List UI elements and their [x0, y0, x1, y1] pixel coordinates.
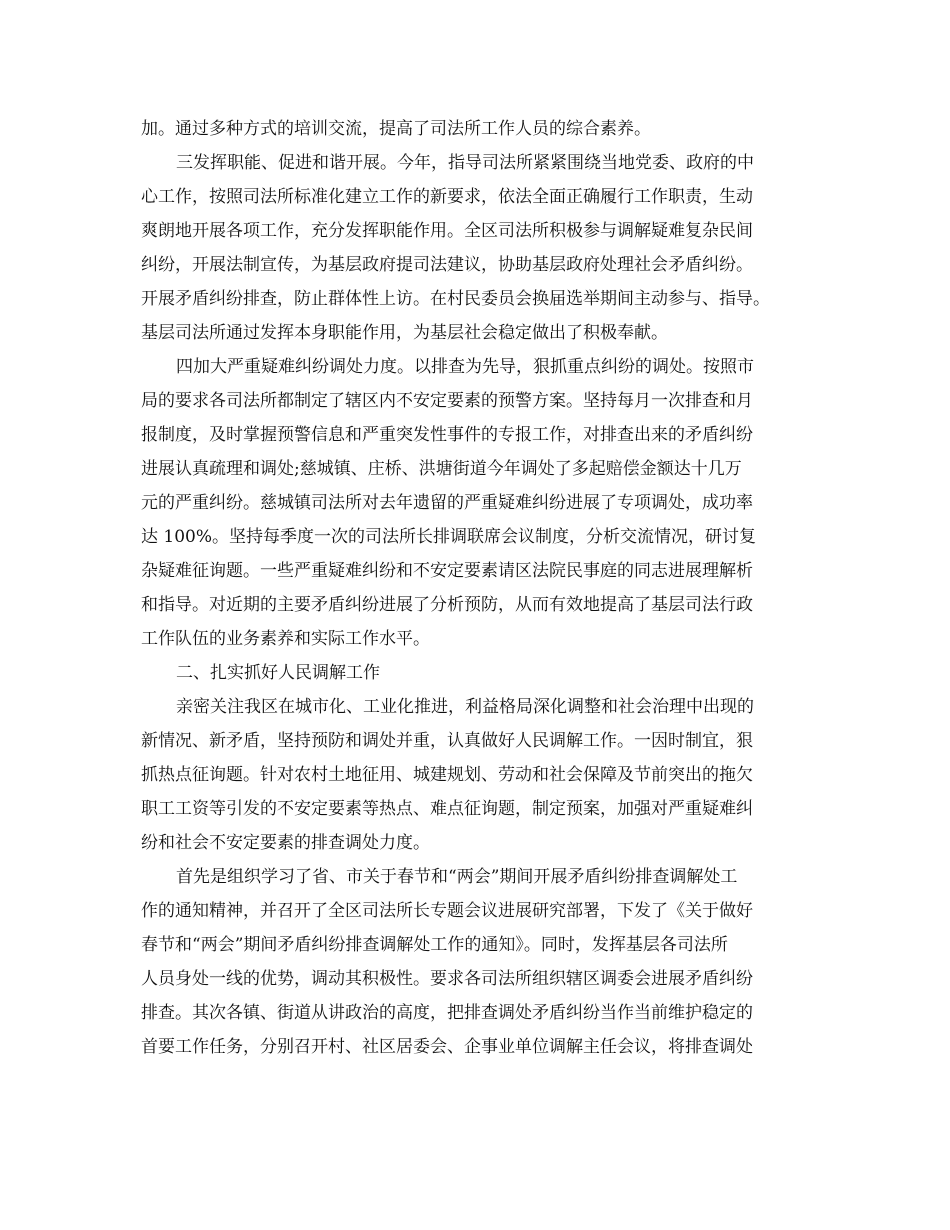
text-line: 纷和社会不安定要素的排查调处力度。 [141, 833, 430, 853]
text-line: 加。通过多种方式的培训交流，提高了司法所工作人员的综合素养。 [141, 119, 651, 139]
document-body [141, 112, 821, 1064]
text-line: 新情况、新矛盾，坚持预防和调处并重，认真做好人民调解工作。一因时制宜，狠 [141, 731, 753, 751]
text-line: 开展矛盾纠纷排查，防止群体性上访。在村民委员会换届选举期间主动参与、指导。 [141, 289, 770, 309]
text-line: 和指导。对近期的主要矛盾纠纷进展了分析预防，从而有效地提高了基层司法行政 [141, 595, 753, 615]
text-line: 报制度，及时掌握预警信息和严重突发性事件的专报工作，对排查出来的矛盾纠纷 [141, 425, 753, 445]
text-line: 二、扎实抓好人民调解工作 [176, 663, 380, 683]
text-line: 职工工资等引发的不安定要素等热点、难点征询题，制定预案，加强对严重疑难纠 [141, 799, 753, 819]
text-line: 心工作，按照司法所标准化建立工作的新要求，依法全面正确履行工作职责，生动 [141, 187, 753, 207]
text-line: 首先是组织学习了省、市关于春节和“两会”期间开展矛盾纠纷排查调解处工 [176, 867, 738, 887]
text-line: 爽朗地开展各项工作，充分发挥职能作用。全区司法所积极参与调解疑难复杂民间 [141, 221, 753, 241]
text-line: 四加大严重疑难纠纷调处力度。以排查为先导，狠抓重点纠纷的调处。按照市 [176, 357, 754, 377]
text-line: 排查。其次各镇、街道从讲政治的高度，把排查调处矛盾纠纷当作当前维护稳定的 [141, 1003, 753, 1023]
text-line: 基层司法所通过发挥本身职能作用，为基层社会稳定做出了积极奉献。 [141, 323, 668, 343]
text-line: 首要工作任务，分别召开村、社区居委会、企事业单位调解主任会议，将排查调处 [141, 1037, 753, 1057]
text-line: 进展认真疏理和调处;慈城镇、庄桥、洪塘街道今年调处了多起赔偿金额达十几万 [141, 459, 742, 479]
text-line: 纠纷，开展法制宣传，为基层政府提司法建议，协助基层政府处理社会矛盾纠纷。 [141, 255, 753, 275]
text-line: 三发挥职能、促进和谐开展。今年，指导司法所紧紧围绕当地党委、政府的中 [176, 153, 754, 173]
text-line: 工作队伍的业务素养和实际工作水平。 [141, 629, 430, 649]
text-line: 达 100%。坚持每季度一次的司法所长排调联席会议制度，分析交流情况，研讨复 [141, 527, 757, 547]
text-line: 杂疑难征询题。一些严重疑难纠纷和不安定要素请区法院民事庭的同志进展理解析 [141, 561, 753, 581]
text-line: 抓热点征询题。针对农村土地征用、城建规划、劳动和社会保障及节前突出的拖欠 [141, 765, 753, 785]
text-line: 元的严重纠纷。慈城镇司法所对去年遗留的严重疑难纠纷进展了专项调处，成功率 [141, 493, 753, 513]
text-line: 春节和“两会”期间矛盾纠纷排查调解处工作的通知》。同时，发挥基层各司法所 [141, 935, 728, 955]
text-line: 作的通知精神，并召开了全区司法所长专题会议进展研究部署，下发了《关于做好 [141, 901, 753, 921]
text-line: 亲密关注我区在城市化、工业化推进，利益格局深化调整和社会治理中出现的 [176, 697, 754, 717]
text-line: 局的要求各司法所都制定了辖区内不安定要素的预警方案。坚持每月一次排查和月 [141, 391, 753, 411]
text-line: 人员身处一线的优势，调动其积极性。要求各司法所组织辖区调委会进展矛盾纠纷 [141, 969, 753, 989]
